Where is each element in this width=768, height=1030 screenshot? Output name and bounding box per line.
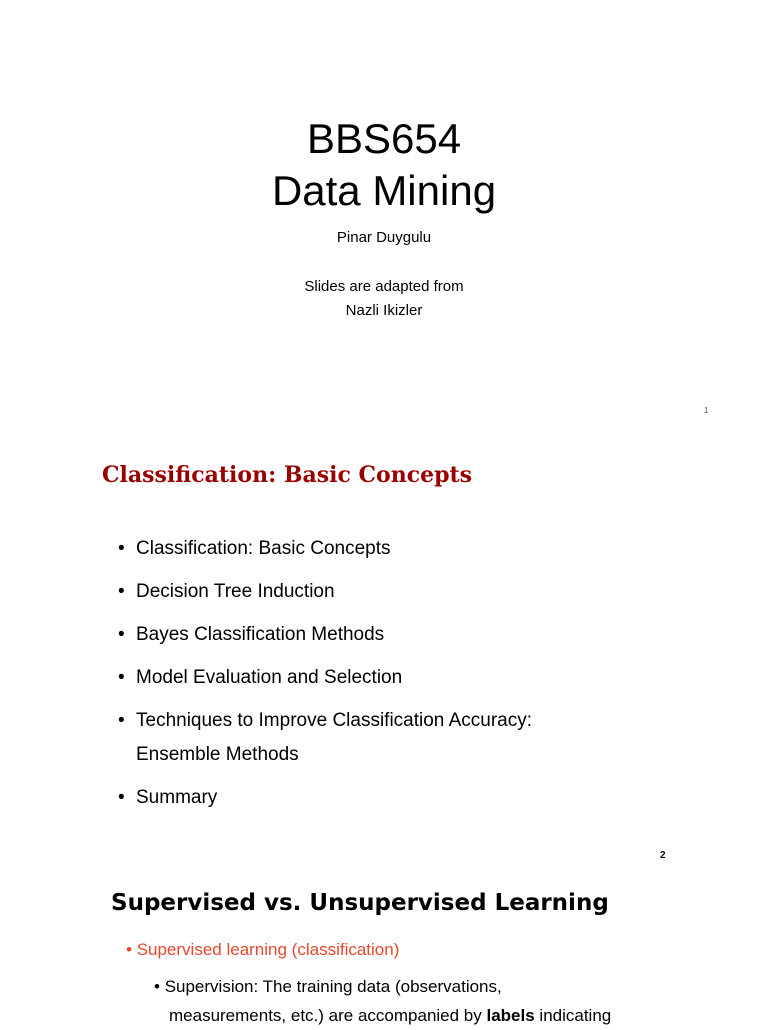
- slide-3: [0, 864, 768, 1024]
- credit-line-1: Slides are adapted from: [304, 278, 464, 295]
- list-item: [118, 704, 532, 772]
- bullet-line-2: Ensemble Methods: [136, 744, 299, 765]
- labels-emphasis: labels: [486, 1006, 535, 1025]
- sub-bullet-line-1: • Supervision: The training data (observations,: [154, 977, 502, 996]
- slide-title: Classification: Basic Concepts: [102, 462, 473, 488]
- bullet-dot-icon: •: [154, 977, 160, 996]
- slide-1: [0, 0, 768, 432]
- bullet-dot-icon: •: [126, 940, 132, 959]
- list-item: • Model Evaluation and Selection: [118, 661, 532, 695]
- credit-line-2: Nazli Ikizler: [345, 302, 423, 319]
- bullet-text: Supervised learning (classification): [136, 940, 400, 959]
- bullet-item: [126, 940, 399, 960]
- list-item: • Summary: [118, 781, 532, 815]
- page-number: 1: [704, 406, 709, 415]
- slide-title-line-1: BBS654: [306, 115, 462, 162]
- slide-title-line-2: Data Mining: [271, 167, 497, 214]
- slide-2: [0, 432, 768, 864]
- list-item: • Bayes Classification Methods: [118, 618, 532, 652]
- slide-title: Supervised vs. Unsupervised Learning: [111, 890, 609, 916]
- list-item: • Decision Tree Induction: [118, 575, 532, 609]
- bullet-line-1: Techniques to Improve Classification Accuracy:: [136, 710, 533, 731]
- bullet-list: [118, 532, 532, 824]
- sub-bullet-line-2: measurements, etc.) are accompanied by labels indicating: [169, 1006, 612, 1025]
- author-name: Pinar Duygulu: [336, 229, 432, 246]
- list-item: • Classification: Basic Concepts: [118, 532, 532, 566]
- page-number: 2: [660, 850, 666, 861]
